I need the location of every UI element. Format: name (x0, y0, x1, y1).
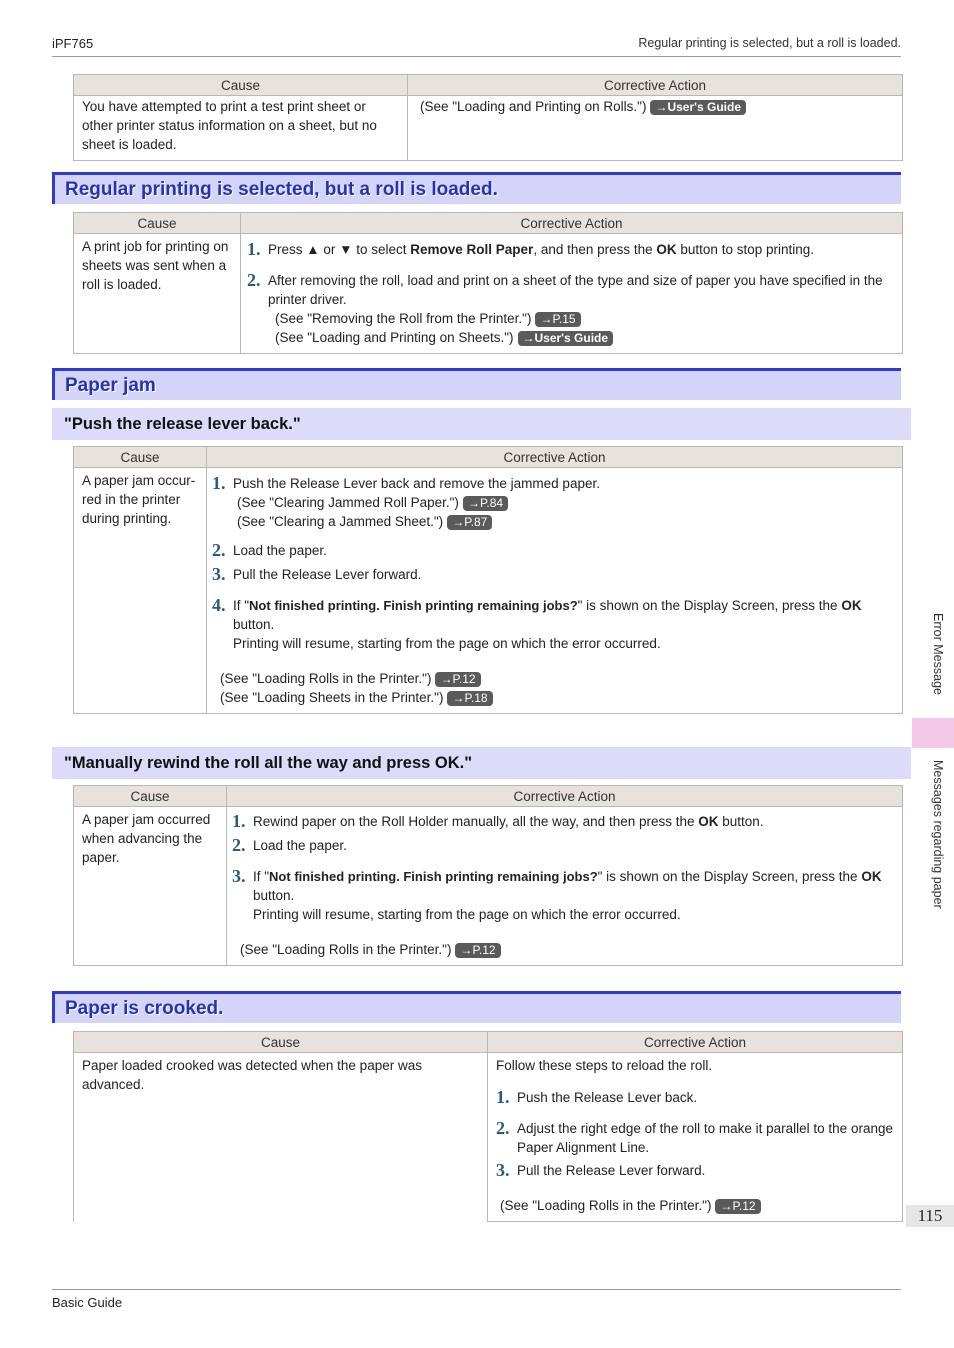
step-text: , and then press the (533, 242, 657, 257)
action-cell (241, 234, 903, 354)
page-link[interactable]: →P.12 (435, 672, 480, 687)
cause-cell (74, 234, 241, 354)
reference-line (216, 669, 894, 688)
step-3 (496, 1161, 894, 1180)
cause-text: A paper jam occur-red in the printer during printing. (82, 473, 196, 526)
step-number: 4. (212, 595, 226, 615)
step-text: button. (253, 888, 295, 903)
section-heading-roll-loaded (52, 172, 901, 204)
cause-cell (74, 1053, 488, 1222)
table-push-release-lever (73, 446, 903, 714)
step-1 (212, 474, 894, 493)
cause-text: A print job for printing on sheets was sent when a roll is loaded. (82, 239, 229, 292)
cause-text: You have attempted to print a test print sheet or other printer status information on a sheet, but no sheet is loaded. (82, 99, 377, 152)
intro-text: Follow these steps to reload the roll. (496, 1058, 713, 1073)
footer-guide-name: Basic Guide (52, 1295, 123, 1310)
reference-text: (See "Loading Rolls in the Printer.") (500, 1198, 712, 1213)
subheading-manually-rewind (52, 747, 911, 779)
reference-line (236, 940, 894, 959)
step-number: 2. (232, 835, 246, 855)
step-number: 1. (496, 1087, 510, 1107)
step-text: button. (718, 814, 764, 829)
reference-line (496, 1196, 894, 1215)
step-note: Printing will resume, starting from the page on which the error occurred. (253, 907, 681, 922)
footer-divider (52, 1289, 901, 1290)
ok-key-name: OK (841, 598, 862, 613)
step-2 (232, 836, 894, 855)
table-roll-loaded (73, 212, 903, 354)
page-number: 115 (906, 1205, 954, 1227)
header-model: iPF765 (52, 36, 94, 51)
step-text: Pull the Release Lever forward. (517, 1163, 706, 1178)
step-2 (247, 271, 894, 309)
users-guide-link[interactable]: →User's Guide (650, 100, 746, 115)
action-cell (227, 807, 903, 966)
display-message: Not finished printing. Finish printing remaining jobs? (249, 598, 578, 613)
step-1 (496, 1088, 894, 1107)
cause-cell (74, 468, 207, 714)
action-cell (207, 468, 903, 714)
reference-text: (See "Clearing a Jammed Sheet.") (237, 514, 444, 529)
step-text: Rewind paper on the Roll Holder manually, all the way, and then press the (253, 814, 699, 829)
page-link[interactable]: →P.84 (463, 496, 508, 511)
reference-text: (See "Loading and Printing on Rolls.") (420, 99, 647, 114)
subheading-title: "Push the release lever back." (64, 415, 301, 433)
step-text: button to stop printing. (676, 242, 814, 257)
step-1 (247, 240, 894, 259)
reference-line (271, 309, 894, 328)
header-section-title: Regular printing is selected, but a roll is loaded. (638, 36, 901, 50)
reference-line (233, 493, 894, 512)
users-guide-link[interactable]: →User's Guide (518, 331, 614, 346)
cause-header: Cause (74, 786, 227, 807)
step-4 (212, 596, 894, 653)
step-number: 3. (232, 866, 246, 886)
section-title: Paper is crooked. (65, 998, 224, 1019)
action-header: Corrective Action (227, 786, 903, 807)
step-3 (212, 565, 894, 584)
page-link[interactable]: →P.18 (447, 691, 492, 706)
cause-header: Cause (74, 447, 207, 468)
step-number: 3. (212, 564, 226, 584)
action-cell (408, 96, 903, 161)
side-tab-marker (912, 718, 954, 748)
step-number: 1. (212, 473, 226, 493)
table-paper-crooked (73, 1031, 903, 1222)
step-2 (212, 541, 894, 560)
ok-key-name: OK (656, 242, 677, 257)
step-note: Printing will resume, starting from the page on which the error occurred. (233, 636, 661, 651)
table-no-sheet (73, 74, 903, 161)
step-text: Pull the Release Lever forward. (233, 567, 422, 582)
section-title: Regular printing is selected, but a roll is loaded. (65, 179, 498, 200)
reference-line (216, 688, 894, 707)
header-divider (52, 56, 901, 57)
subheading-push-release-lever (52, 408, 911, 440)
page-link[interactable]: →P.15 (535, 312, 580, 327)
action-cell (488, 1053, 903, 1222)
subheading-title: "Manually rewind the roll all the way and press OK." (64, 754, 473, 772)
reference-line (271, 328, 894, 347)
section-heading-paper-jam (52, 368, 901, 400)
step-text: " is shown on the Display Screen, press the (577, 598, 842, 613)
step-3 (232, 867, 894, 924)
step-text: Load the paper. (233, 543, 327, 558)
reference-text: (See "Loading and Printing on Sheets.") (275, 330, 514, 345)
step-text: After removing the roll, load and print on a sheet of the type and size of paper you have specified in the printer driver. (268, 273, 883, 307)
display-message: Not finished printing. Finish printing remaining jobs? (269, 869, 598, 884)
step-text: Press ▲ or ▼ to select (268, 242, 411, 257)
page-link[interactable]: →P.12 (715, 1199, 760, 1214)
step-number: 3. (496, 1160, 510, 1180)
cause-header: Cause (74, 213, 241, 234)
reference-line (233, 512, 894, 531)
step-2 (496, 1119, 894, 1157)
reference-text: (See "Loading Rolls in the Printer.") (240, 942, 452, 957)
step-text: Push the Release Lever back and remove the jammed paper. (233, 476, 600, 491)
step-text: Push the Release Lever back. (517, 1090, 698, 1105)
side-tab-error-message[interactable]: Error Message (931, 613, 945, 695)
reference-text: (See "Clearing Jammed Roll Paper.") (237, 495, 459, 510)
page-link[interactable]: →P.12 (455, 943, 500, 958)
cause-text: A paper jam occurred when advancing the paper. (82, 812, 211, 865)
step-number: 2. (247, 270, 261, 290)
step-number: 1. (247, 239, 261, 259)
step-number: 1. (232, 811, 246, 831)
step-1 (232, 812, 894, 831)
action-header: Corrective Action (241, 213, 903, 234)
cause-header: Cause (74, 1032, 488, 1053)
cause-text: Paper loaded crooked was detected when the paper was advanced. (82, 1058, 422, 1092)
reference-text: (See "Loading Sheets in the Printer.") (220, 690, 444, 705)
action-header: Corrective Action (408, 75, 903, 96)
step-text: If " (233, 598, 250, 613)
menu-item-name: Remove Roll Paper (410, 242, 534, 257)
section-title: Paper jam (65, 375, 156, 396)
step-text: If " (253, 869, 270, 884)
section-heading-paper-crooked (52, 991, 901, 1023)
action-header: Corrective Action (488, 1032, 903, 1053)
step-text: Load the paper. (253, 838, 347, 853)
cause-header: Cause (74, 75, 408, 96)
side-tab-paper-messages[interactable]: Messages regarding paper (931, 760, 945, 909)
reference-text: (See "Loading Rolls in the Printer.") (220, 671, 432, 686)
step-number: 2. (212, 540, 226, 560)
reference-text: (See "Removing the Roll from the Printer.") (275, 311, 532, 326)
ok-key-name: OK (861, 869, 882, 884)
step-number: 2. (496, 1118, 510, 1138)
ok-key-name: OK (698, 814, 719, 829)
page-link[interactable]: →P.87 (447, 515, 492, 530)
step-text: " is shown on the Display Screen, press the (597, 869, 862, 884)
cause-cell (74, 807, 227, 966)
cause-cell (74, 96, 408, 161)
step-text: button. (233, 617, 275, 632)
step-text: Adjust the right edge of the roll to make it parallel to the orange Paper Alignment Line. (517, 1121, 893, 1155)
action-header: Corrective Action (207, 447, 903, 468)
table-manually-rewind (73, 785, 903, 966)
